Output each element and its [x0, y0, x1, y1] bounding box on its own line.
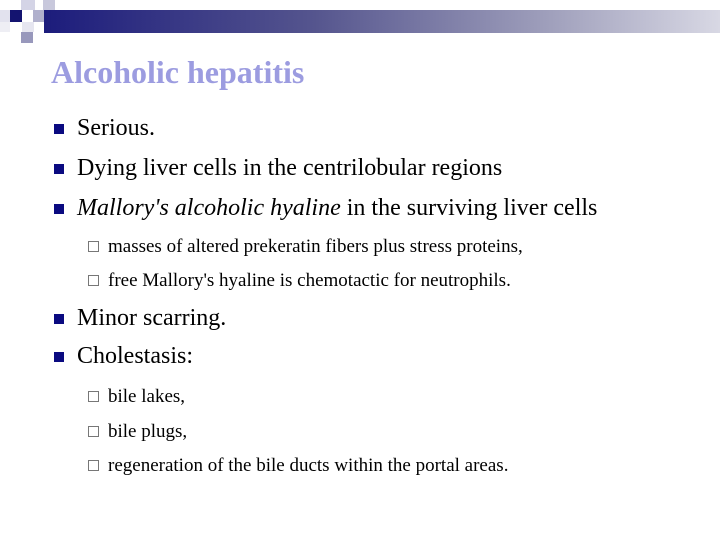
sub-bullet-item	[108, 421, 187, 443]
bullet-item	[77, 305, 226, 332]
sub-bullet-item	[108, 236, 523, 258]
hollow-square-bullet-icon	[88, 241, 99, 252]
sub-bullet-text: regeneration of the bile ducts within the portal areas.	[108, 455, 509, 476]
hollow-square-bullet-icon	[88, 460, 99, 471]
bullet-item	[77, 155, 502, 182]
bullet-text: Minor scarring.	[77, 305, 227, 331]
bullet-text: in the surviving liver cells	[340, 195, 598, 221]
square-bullet-icon	[54, 352, 64, 362]
square-bullet-icon	[54, 314, 64, 324]
bullet-item	[77, 343, 193, 370]
bullet-text: Dying liver cells in the centrilobular regions	[77, 155, 503, 181]
sub-bullet-item	[108, 386, 185, 408]
square-bullet-icon	[54, 204, 64, 214]
bullet-item	[77, 115, 155, 142]
sub-bullet-text: bile plugs,	[108, 421, 188, 442]
sub-bullet-text: free Mallory's hyaline is chemotactic for neutrophils.	[108, 270, 511, 291]
bullet-text: Cholestasis:	[77, 343, 194, 369]
bullet-item	[77, 195, 597, 222]
sub-bullet-item	[108, 455, 508, 477]
sub-bullet-item	[108, 270, 511, 292]
hollow-square-bullet-icon	[88, 426, 99, 437]
sub-bullet-text: masses of altered prekeratin fibers plus stress proteins,	[108, 236, 523, 257]
slide-title: Alcoholic hepatitis	[51, 54, 305, 90]
hollow-square-bullet-icon	[88, 391, 99, 402]
square-bullet-icon	[54, 164, 64, 174]
square-bullet-icon	[54, 124, 64, 134]
hollow-square-bullet-icon	[88, 275, 99, 286]
bullet-text: Serious.	[77, 115, 155, 141]
bullet-text-italic: Mallory's alcoholic hyaline	[77, 195, 341, 221]
header-gradient-bar	[44, 10, 720, 33]
sub-bullet-text: bile lakes,	[108, 386, 186, 407]
